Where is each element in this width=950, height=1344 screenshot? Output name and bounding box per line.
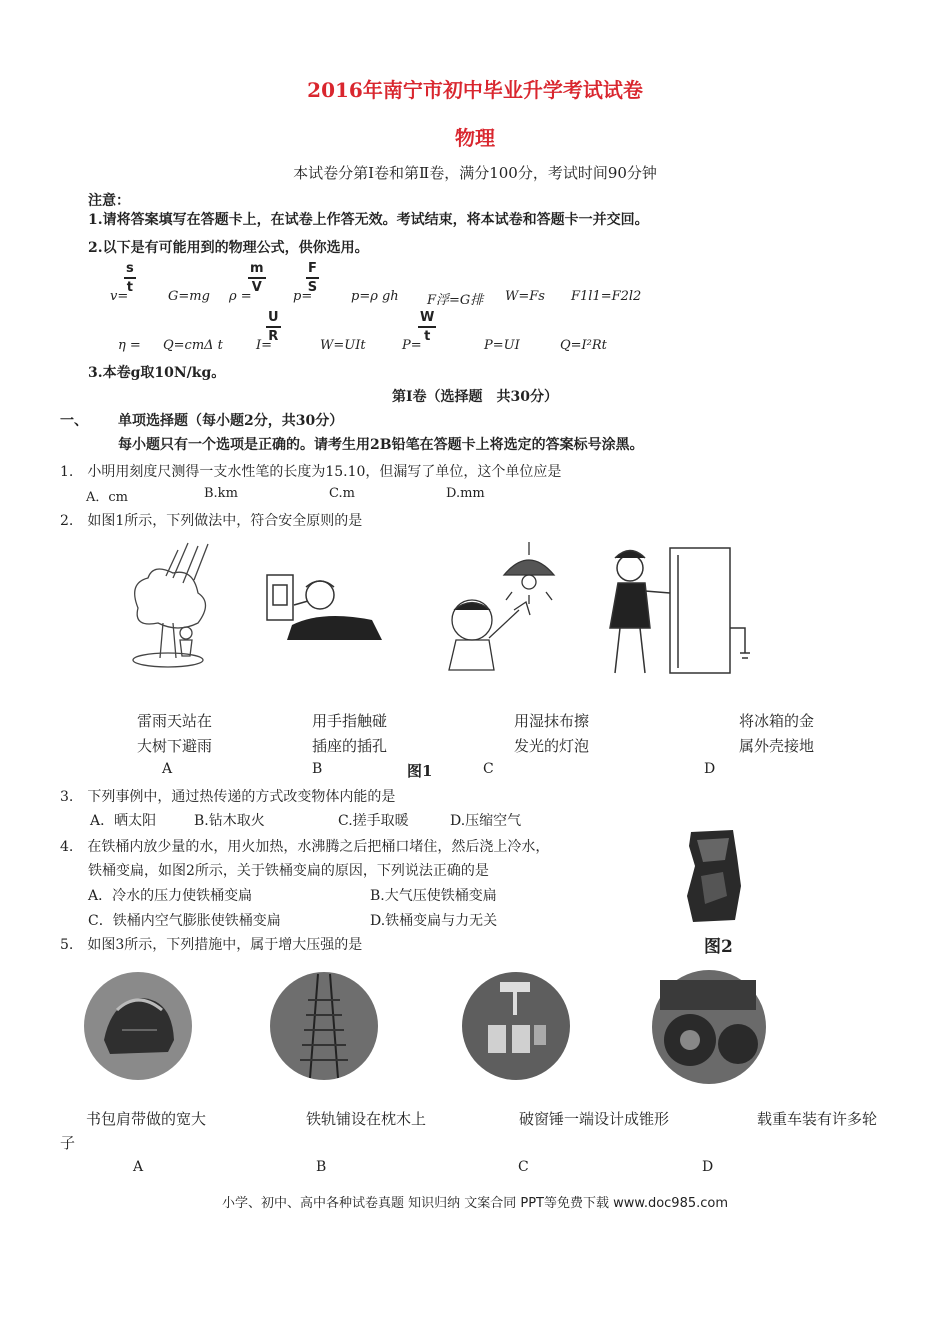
q5-label-d: D: [702, 1159, 714, 1175]
q4-option-d: D.铁桶变扁与力无关: [370, 913, 498, 929]
socket-touch-image: [262, 565, 392, 645]
q3-stem: 3. 下列事例中，通过热传递的方式改变物体内能的是: [60, 789, 396, 805]
tree-lightning-image: [118, 538, 223, 673]
notice-item-2: 2.以下是有可能用到的物理公式，供你选用。: [88, 240, 369, 256]
q5-label-b: B: [316, 1159, 327, 1175]
q2-label-c: C: [483, 761, 494, 777]
formula-liquid-pressure: p=ρ gh: [351, 289, 399, 304]
formula-current-fraction: $\frac{U}{R}$: [268, 310, 279, 344]
q5-label-c: C: [518, 1159, 529, 1175]
figure-2-label: 图2: [704, 937, 733, 957]
q2-caption-d-line1: 将冰箱的金: [739, 712, 815, 730]
truck-wheels-photo: [650, 968, 768, 1086]
q4-option-a: A．冷水的压力使铁桶变扁: [88, 888, 253, 904]
formula-pressure-fraction: $\frac{F}{S}$: [307, 261, 318, 295]
notice-item-1: 1.请将答案填写在答题卡上，在试卷上作答无效。考试结束，将本试卷和答题卡一并交回。: [88, 212, 649, 228]
q5-caption-a: 书包肩带做的宽大: [86, 1110, 207, 1128]
q2-caption-b-line2: 插座的插孔: [312, 737, 388, 755]
q2-caption-a-line1: 雷雨天站在: [137, 712, 213, 730]
q4-option-c: C．铁桶内空气膨胀使铁桶变扁: [88, 913, 281, 929]
formula-v-prefix: v=: [110, 289, 129, 304]
q2-caption-d-line2: 属外壳接地: [739, 737, 815, 755]
q4-option-b: B.大气压使铁桶变扁: [370, 888, 497, 904]
formula-density-fraction: $\frac{m}{V}$: [250, 261, 264, 295]
q1-stem: 1. 小明用刻度尺测得一支水性笔的长度为15.10，但漏写了单位，这个单位应是: [60, 464, 562, 480]
formula-power-fraction: $\frac{W}{t}$: [420, 310, 435, 344]
formula-pressure-prefix: p=: [293, 289, 313, 304]
exam-title: 2016年南宁市初中毕业升学考试试卷: [307, 78, 643, 102]
crushed-bucket-image: [683, 826, 745, 926]
formula-heat: Q=cmΔ t: [163, 338, 223, 353]
formula-electric-work: W=UIt: [320, 338, 366, 353]
q3-option-d: D.压缩空气: [450, 813, 522, 829]
fridge-grounding-image: [600, 543, 760, 678]
safety-hammer-photo: [460, 970, 572, 1082]
formula-electric-power: P=UI: [484, 338, 520, 353]
subject-title: 物理: [455, 126, 495, 150]
q2-label-a: A: [162, 761, 173, 777]
notice-item-3: 3.本卷g取10N/kg。: [88, 365, 226, 381]
section-title: 第Ⅰ卷（选择题 共30分）: [391, 389, 559, 405]
q1-option-b: B.km: [204, 486, 238, 501]
figure-1-label: 图1: [407, 762, 433, 780]
formula-v-fraction: $\frac{s}{t}$: [126, 261, 134, 295]
notice-heading: 注意：: [88, 193, 130, 209]
section-heading: 单项选择题（每小题2分，共30分）: [118, 413, 344, 429]
q4-stem-line1: 4. 在铁桶内放少量的水，用火加热，水沸腾之后把桶口堵住，然后浇上冷水，: [60, 839, 550, 855]
footer-ad-text: 小学、初中、高中各种试卷真题 知识归纳 文案合同 PPT等免费下载 www.doc985.com: [221, 1196, 729, 1211]
q2-label-b: B: [312, 761, 323, 777]
q5-stem: 5. 如图3所示，下列措施中，属于增大压强的是: [60, 937, 363, 953]
q5-caption-b: 铁轨铺设在枕木上: [306, 1110, 427, 1128]
formula-gravity: G=mg: [168, 289, 210, 304]
q2-caption-a-line2: 大树下避雨: [137, 737, 213, 755]
q3-option-a: A．晒太阳: [90, 813, 157, 829]
q2-stem: 2. 如图1所示，下列做法中，符合安全原则的是: [60, 513, 363, 529]
q5-label-a: A: [133, 1159, 144, 1175]
q5-caption-c: 破窗锤一端设计成锥形: [519, 1110, 670, 1128]
q4-stem-line2: 铁桶变扁，如图2所示，关于铁桶变扁的原因，下列说法正确的是: [88, 863, 489, 879]
formula-joule-heat: Q=I²Rt: [560, 338, 607, 353]
formula-power-prefix: P=: [402, 338, 422, 353]
q5-caption-d-continued: 子: [60, 1134, 76, 1152]
section-heading-number: 一、: [60, 413, 88, 429]
formula-buoyancy: F浮=G排: [427, 293, 484, 308]
q1-option-a: A．cm: [86, 490, 128, 505]
formula-density-prefix: ρ =: [229, 289, 252, 304]
q2-label-d: D: [704, 761, 716, 777]
q2-caption-c-line1: 用湿抹布擦: [514, 712, 590, 730]
q3-option-c: C.搓手取暖: [338, 813, 409, 829]
exam-info: 本试卷分第Ⅰ卷和第Ⅱ卷，满分100分，考试时间90分钟: [293, 164, 657, 182]
section-instruction: 每小题只有一个选项是正确的。请考生用2B铅笔在答题卡上将选定的答案标号涂黑。: [118, 437, 644, 453]
formula-efficiency: η =: [118, 338, 141, 353]
backpack-photo: [82, 970, 194, 1082]
formula-work: W=Fs: [505, 289, 545, 304]
formula-current-prefix: I=: [256, 338, 273, 353]
wet-cloth-lamp-image: [434, 540, 569, 675]
q2-caption-c-line2: 发光的灯泡: [514, 737, 590, 755]
formula-lever: F1l1=F2l2: [571, 289, 642, 304]
q1-option-d: D.mm: [446, 486, 485, 501]
q2-caption-b-line1: 用手指触碰: [312, 712, 388, 730]
q1-option-c: C.m: [329, 486, 355, 501]
q3-option-b: B.钻木取火: [194, 813, 265, 829]
railway-photo: [268, 970, 380, 1082]
q5-caption-d: 载重车装有许多轮: [757, 1110, 878, 1128]
